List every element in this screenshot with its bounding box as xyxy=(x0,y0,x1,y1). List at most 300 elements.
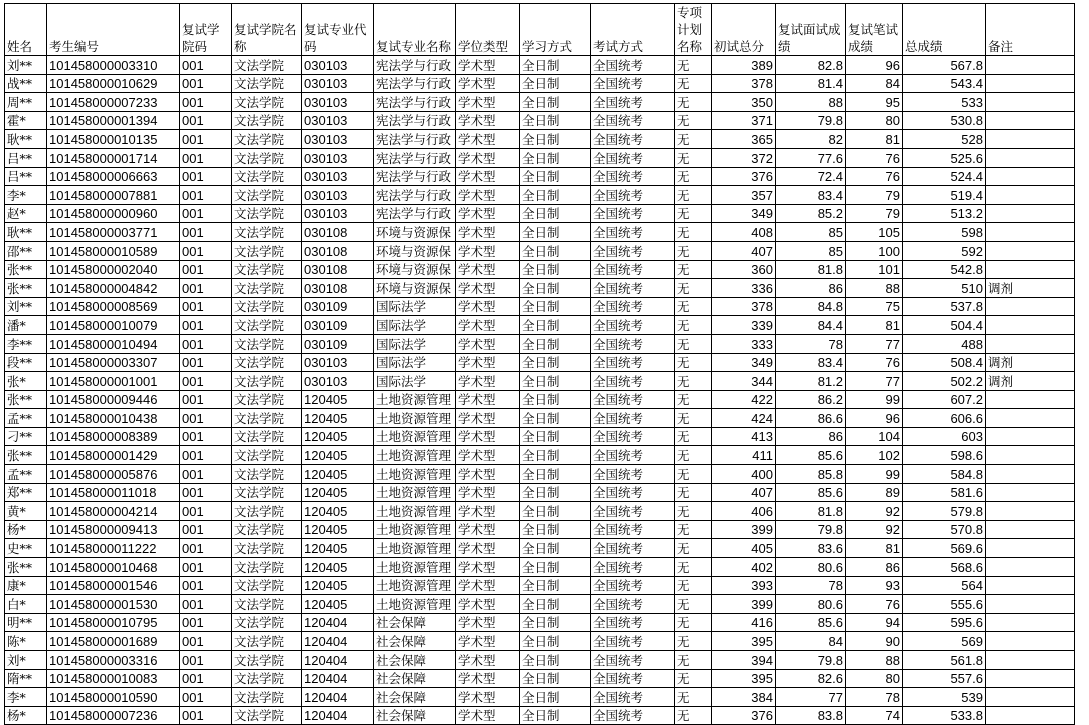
cell-exam-mode: 全国统考 xyxy=(591,409,675,428)
cell-study-mode: 全日制 xyxy=(520,297,591,316)
cell-remarks xyxy=(986,427,1075,446)
cell-exam-id: 101458000004842 xyxy=(47,279,180,298)
cell-interview-score: 77.6 xyxy=(776,148,846,167)
cell-degree-type: 学术型 xyxy=(456,613,520,632)
cell-exam-id: 101458000001714 xyxy=(47,148,180,167)
cell-study-mode: 全日制 xyxy=(520,316,591,335)
cell-exam-id: 101458000001546 xyxy=(47,576,180,595)
cell-special-plan: 无 xyxy=(675,539,712,558)
cell-major-code: 030103 xyxy=(302,167,374,186)
table-row xyxy=(5,558,1075,577)
cell-name: 刁** xyxy=(5,427,47,446)
cell-total-score: 569.6 xyxy=(903,539,986,558)
cell-initial-score: 350 xyxy=(712,93,776,112)
cell-initial-score: 365 xyxy=(712,130,776,149)
cell-total-score: 533.8 xyxy=(903,706,986,725)
cell-study-mode: 全日制 xyxy=(520,260,591,279)
cell-college-name: 文法学院 xyxy=(232,669,302,688)
table-row xyxy=(5,241,1075,260)
cell-exam-mode: 全国统考 xyxy=(591,204,675,223)
cell-interview-score: 72.4 xyxy=(776,167,846,186)
cell-exam-mode: 全国统考 xyxy=(591,316,675,335)
cell-exam-id: 101458000010795 xyxy=(47,613,180,632)
cell-initial-score: 376 xyxy=(712,167,776,186)
cell-degree-type: 学术型 xyxy=(456,316,520,335)
cell-written-score: 104 xyxy=(846,427,903,446)
cell-major-code: 030103 xyxy=(302,148,374,167)
cell-college-name: 文法学院 xyxy=(232,334,302,353)
cell-interview-score: 84.8 xyxy=(776,297,846,316)
cell-special-plan: 无 xyxy=(675,632,712,651)
cell-college-name: 文法学院 xyxy=(232,576,302,595)
cell-degree-type: 学术型 xyxy=(456,223,520,242)
cell-remarks xyxy=(986,483,1075,502)
cell-interview-score: 86 xyxy=(776,279,846,298)
header-special-plan: 专项计划名称 xyxy=(675,4,712,56)
cell-study-mode: 全日制 xyxy=(520,669,591,688)
cell-major-name: 社会保障 xyxy=(374,632,456,651)
cell-total-score: 510 xyxy=(903,279,986,298)
cell-initial-score: 344 xyxy=(712,372,776,391)
cell-special-plan: 无 xyxy=(675,297,712,316)
cell-major-code: 120405 xyxy=(302,390,374,409)
cell-exam-mode: 全国统考 xyxy=(591,688,675,707)
cell-study-mode: 全日制 xyxy=(520,427,591,446)
cell-major-code: 120405 xyxy=(302,427,374,446)
cell-study-mode: 全日制 xyxy=(520,223,591,242)
cell-college-code: 001 xyxy=(180,56,232,75)
cell-special-plan: 无 xyxy=(675,56,712,75)
cell-exam-mode: 全国统考 xyxy=(591,372,675,391)
cell-written-score: 100 xyxy=(846,241,903,260)
cell-college-name: 文法学院 xyxy=(232,502,302,521)
cell-remarks xyxy=(986,334,1075,353)
cell-remarks xyxy=(986,539,1075,558)
cell-exam-id: 101458000001001 xyxy=(47,372,180,391)
cell-major-code: 120404 xyxy=(302,688,374,707)
table-row xyxy=(5,613,1075,632)
cell-major-code: 120405 xyxy=(302,446,374,465)
cell-major-code: 120405 xyxy=(302,576,374,595)
cell-written-score: 99 xyxy=(846,465,903,484)
cell-initial-score: 422 xyxy=(712,390,776,409)
cell-college-name: 文法学院 xyxy=(232,279,302,298)
cell-name: 康* xyxy=(5,576,47,595)
cell-degree-type: 学术型 xyxy=(456,111,520,130)
cell-total-score: 502.2 xyxy=(903,372,986,391)
cell-college-name: 文法学院 xyxy=(232,316,302,335)
cell-written-score: 93 xyxy=(846,576,903,595)
cell-special-plan: 无 xyxy=(675,260,712,279)
cell-written-score: 96 xyxy=(846,56,903,75)
cell-written-score: 79 xyxy=(846,186,903,205)
cell-exam-mode: 全国统考 xyxy=(591,111,675,130)
cell-major-code: 120404 xyxy=(302,632,374,651)
cell-exam-id: 101458000006663 xyxy=(47,167,180,186)
cell-college-name: 文法学院 xyxy=(232,483,302,502)
cell-major-code: 030108 xyxy=(302,260,374,279)
cell-major-code: 030103 xyxy=(302,111,374,130)
cell-written-score: 80 xyxy=(846,111,903,130)
cell-exam-id: 101458000009413 xyxy=(47,520,180,539)
cell-exam-mode: 全国统考 xyxy=(591,669,675,688)
cell-college-code: 001 xyxy=(180,223,232,242)
cell-major-name: 土地资源管理 xyxy=(374,483,456,502)
cell-study-mode: 全日制 xyxy=(520,632,591,651)
cell-college-name: 文法学院 xyxy=(232,632,302,651)
cell-exam-mode: 全国统考 xyxy=(591,260,675,279)
cell-written-score: 81 xyxy=(846,316,903,335)
cell-college-code: 001 xyxy=(180,279,232,298)
table-row xyxy=(5,576,1075,595)
cell-initial-score: 378 xyxy=(712,297,776,316)
header-interview-score: 复试面试成绩 xyxy=(776,4,846,56)
table-row xyxy=(5,74,1075,93)
cell-study-mode: 全日制 xyxy=(520,539,591,558)
cell-study-mode: 全日制 xyxy=(520,688,591,707)
cell-college-code: 001 xyxy=(180,539,232,558)
cell-major-name: 土地资源管理 xyxy=(374,409,456,428)
cell-study-mode: 全日制 xyxy=(520,204,591,223)
cell-interview-score: 83.4 xyxy=(776,186,846,205)
cell-major-code: 030103 xyxy=(302,74,374,93)
cell-major-code: 030103 xyxy=(302,372,374,391)
cell-special-plan: 无 xyxy=(675,651,712,670)
cell-study-mode: 全日制 xyxy=(520,465,591,484)
cell-major-name: 土地资源管理 xyxy=(374,502,456,521)
cell-major-name: 土地资源管理 xyxy=(374,576,456,595)
cell-name: 张** xyxy=(5,260,47,279)
cell-name: 张** xyxy=(5,279,47,298)
cell-special-plan: 无 xyxy=(675,688,712,707)
cell-degree-type: 学术型 xyxy=(456,576,520,595)
cell-interview-score: 82 xyxy=(776,130,846,149)
cell-college-name: 文法学院 xyxy=(232,167,302,186)
cell-interview-score: 83.6 xyxy=(776,539,846,558)
table-row xyxy=(5,632,1075,651)
cell-college-name: 文法学院 xyxy=(232,595,302,614)
cell-major-code: 030108 xyxy=(302,241,374,260)
cell-college-name: 文法学院 xyxy=(232,56,302,75)
cell-study-mode: 全日制 xyxy=(520,372,591,391)
cell-special-plan: 无 xyxy=(675,204,712,223)
cell-major-code: 120405 xyxy=(302,465,374,484)
cell-college-code: 001 xyxy=(180,520,232,539)
cell-exam-id: 101458000010079 xyxy=(47,316,180,335)
cell-college-name: 文法学院 xyxy=(232,706,302,725)
cell-total-score: 525.6 xyxy=(903,148,986,167)
cell-name: 李** xyxy=(5,334,47,353)
cell-college-code: 001 xyxy=(180,483,232,502)
cell-special-plan: 无 xyxy=(675,558,712,577)
cell-initial-score: 360 xyxy=(712,260,776,279)
cell-exam-mode: 全国统考 xyxy=(591,186,675,205)
cell-interview-score: 86.6 xyxy=(776,409,846,428)
cell-interview-score: 77 xyxy=(776,688,846,707)
cell-initial-score: 393 xyxy=(712,576,776,595)
cell-interview-score: 82.6 xyxy=(776,669,846,688)
cell-study-mode: 全日制 xyxy=(520,706,591,725)
cell-exam-id: 101458000005876 xyxy=(47,465,180,484)
cell-total-score: 568.6 xyxy=(903,558,986,577)
cell-degree-type: 学术型 xyxy=(456,688,520,707)
cell-initial-score: 413 xyxy=(712,427,776,446)
table-row xyxy=(5,427,1075,446)
cell-study-mode: 全日制 xyxy=(520,241,591,260)
table-row xyxy=(5,595,1075,614)
cell-written-score: 88 xyxy=(846,279,903,298)
cell-interview-score: 81.4 xyxy=(776,74,846,93)
cell-initial-score: 395 xyxy=(712,632,776,651)
cell-exam-mode: 全国统考 xyxy=(591,56,675,75)
cell-exam-mode: 全国统考 xyxy=(591,446,675,465)
table-row xyxy=(5,93,1075,112)
cell-college-name: 文法学院 xyxy=(232,539,302,558)
cell-total-score: 561.8 xyxy=(903,651,986,670)
cell-study-mode: 全日制 xyxy=(520,595,591,614)
table-row xyxy=(5,651,1075,670)
cell-college-name: 文法学院 xyxy=(232,260,302,279)
cell-college-code: 001 xyxy=(180,465,232,484)
cell-special-plan: 无 xyxy=(675,167,712,186)
cell-remarks xyxy=(986,111,1075,130)
header-college-code: 复试学院码 xyxy=(180,4,232,56)
cell-exam-id: 101458000001689 xyxy=(47,632,180,651)
cell-remarks xyxy=(986,465,1075,484)
cell-study-mode: 全日制 xyxy=(520,409,591,428)
cell-major-name: 宪法学与行政 xyxy=(374,148,456,167)
cell-special-plan: 无 xyxy=(675,427,712,446)
cell-special-plan: 无 xyxy=(675,390,712,409)
cell-major-name: 土地资源管理 xyxy=(374,465,456,484)
cell-total-score: 564 xyxy=(903,576,986,595)
cell-remarks xyxy=(986,167,1075,186)
cell-degree-type: 学术型 xyxy=(456,595,520,614)
cell-college-name: 文法学院 xyxy=(232,74,302,93)
header-study-mode: 学习方式 xyxy=(520,4,591,56)
cell-name: 史** xyxy=(5,539,47,558)
cell-degree-type: 学术型 xyxy=(456,167,520,186)
cell-exam-id: 101458000001530 xyxy=(47,595,180,614)
cell-written-score: 105 xyxy=(846,223,903,242)
cell-major-name: 环境与资源保 xyxy=(374,260,456,279)
cell-total-score: 570.8 xyxy=(903,520,986,539)
cell-degree-type: 学术型 xyxy=(456,353,520,372)
cell-degree-type: 学术型 xyxy=(456,56,520,75)
table-row xyxy=(5,148,1075,167)
cell-total-score: 539 xyxy=(903,688,986,707)
cell-total-score: 598.6 xyxy=(903,446,986,465)
cell-name: 潘* xyxy=(5,316,47,335)
cell-exam-id: 101458000003310 xyxy=(47,56,180,75)
cell-major-code: 120405 xyxy=(302,483,374,502)
cell-written-score: 95 xyxy=(846,93,903,112)
cell-college-code: 001 xyxy=(180,595,232,614)
cell-college-code: 001 xyxy=(180,297,232,316)
cell-study-mode: 全日制 xyxy=(520,520,591,539)
cell-degree-type: 学术型 xyxy=(456,409,520,428)
cell-written-score: 76 xyxy=(846,595,903,614)
cell-initial-score: 402 xyxy=(712,558,776,577)
cell-exam-mode: 全国统考 xyxy=(591,576,675,595)
cell-major-name: 环境与资源保 xyxy=(374,279,456,298)
cell-major-name: 社会保障 xyxy=(374,651,456,670)
cell-college-name: 文法学院 xyxy=(232,223,302,242)
cell-major-code: 120405 xyxy=(302,409,374,428)
cell-name: 黄* xyxy=(5,502,47,521)
cell-college-name: 文法学院 xyxy=(232,390,302,409)
cell-college-code: 001 xyxy=(180,688,232,707)
cell-college-name: 文法学院 xyxy=(232,186,302,205)
cell-major-name: 社会保障 xyxy=(374,688,456,707)
cell-college-code: 001 xyxy=(180,167,232,186)
cell-study-mode: 全日制 xyxy=(520,390,591,409)
cell-remarks xyxy=(986,130,1075,149)
cell-total-score: 542.8 xyxy=(903,260,986,279)
cell-college-code: 001 xyxy=(180,632,232,651)
table-row xyxy=(5,409,1075,428)
cell-college-code: 001 xyxy=(180,316,232,335)
cell-exam-id: 101458000007881 xyxy=(47,186,180,205)
cell-college-code: 001 xyxy=(180,669,232,688)
cell-written-score: 88 xyxy=(846,651,903,670)
cell-name: 段** xyxy=(5,353,47,372)
header-name: 姓名 xyxy=(5,4,47,56)
cell-exam-mode: 全国统考 xyxy=(591,595,675,614)
cell-exam-mode: 全国统考 xyxy=(591,148,675,167)
cell-interview-score: 85.6 xyxy=(776,446,846,465)
cell-exam-id: 101458000010590 xyxy=(47,688,180,707)
cell-total-score: 603 xyxy=(903,427,986,446)
cell-initial-score: 333 xyxy=(712,334,776,353)
cell-college-name: 文法学院 xyxy=(232,372,302,391)
cell-major-code: 030108 xyxy=(302,279,374,298)
cell-initial-score: 400 xyxy=(712,465,776,484)
cell-initial-score: 411 xyxy=(712,446,776,465)
cell-major-code: 030108 xyxy=(302,223,374,242)
cell-exam-mode: 全国统考 xyxy=(591,334,675,353)
cell-interview-score: 85 xyxy=(776,223,846,242)
cell-major-name: 环境与资源保 xyxy=(374,241,456,260)
cell-college-code: 001 xyxy=(180,558,232,577)
cell-exam-mode: 全国统考 xyxy=(591,93,675,112)
cell-initial-score: 406 xyxy=(712,502,776,521)
cell-degree-type: 学术型 xyxy=(456,204,520,223)
cell-degree-type: 学术型 xyxy=(456,334,520,353)
cell-degree-type: 学术型 xyxy=(456,372,520,391)
cell-college-code: 001 xyxy=(180,446,232,465)
table-row xyxy=(5,706,1075,725)
cell-name: 隋** xyxy=(5,669,47,688)
cell-special-plan: 无 xyxy=(675,520,712,539)
cell-college-code: 001 xyxy=(180,502,232,521)
cell-major-code: 120405 xyxy=(302,520,374,539)
cell-special-plan: 无 xyxy=(675,409,712,428)
cell-total-score: 504.4 xyxy=(903,316,986,335)
cell-major-code: 030109 xyxy=(302,297,374,316)
cell-written-score: 102 xyxy=(846,446,903,465)
cell-initial-score: 407 xyxy=(712,483,776,502)
cell-total-score: 524.4 xyxy=(903,167,986,186)
header-total-score: 总成绩 xyxy=(903,4,986,56)
cell-degree-type: 学术型 xyxy=(456,390,520,409)
table-row xyxy=(5,297,1075,316)
cell-study-mode: 全日制 xyxy=(520,613,591,632)
cell-major-code: 120404 xyxy=(302,706,374,725)
cell-degree-type: 学术型 xyxy=(456,427,520,446)
cell-study-mode: 全日制 xyxy=(520,502,591,521)
cell-interview-score: 84 xyxy=(776,632,846,651)
cell-special-plan: 无 xyxy=(675,186,712,205)
cell-initial-score: 407 xyxy=(712,241,776,260)
table-row xyxy=(5,502,1075,521)
score-table xyxy=(4,3,1075,725)
cell-written-score: 75 xyxy=(846,297,903,316)
cell-major-code: 030103 xyxy=(302,186,374,205)
cell-exam-id: 101458000002040 xyxy=(47,260,180,279)
cell-degree-type: 学术型 xyxy=(456,148,520,167)
cell-exam-id: 101458000010629 xyxy=(47,74,180,93)
cell-study-mode: 全日制 xyxy=(520,334,591,353)
cell-interview-score: 85.6 xyxy=(776,483,846,502)
header-major-code: 复试专业代码 xyxy=(302,4,374,56)
cell-exam-id: 101458000001429 xyxy=(47,446,180,465)
cell-exam-mode: 全国统考 xyxy=(591,223,675,242)
cell-special-plan: 无 xyxy=(675,483,712,502)
cell-exam-mode: 全国统考 xyxy=(591,130,675,149)
cell-total-score: 595.6 xyxy=(903,613,986,632)
cell-exam-id: 101458000010589 xyxy=(47,241,180,260)
cell-written-score: 79 xyxy=(846,204,903,223)
cell-total-score: 607.2 xyxy=(903,390,986,409)
cell-exam-mode: 全国统考 xyxy=(591,353,675,372)
cell-interview-score: 85.6 xyxy=(776,613,846,632)
cell-special-plan: 无 xyxy=(675,93,712,112)
table-row xyxy=(5,260,1075,279)
cell-remarks xyxy=(986,613,1075,632)
table-row xyxy=(5,223,1075,242)
cell-major-name: 宪法学与行政 xyxy=(374,130,456,149)
cell-remarks: 调剂 xyxy=(986,372,1075,391)
cell-exam-mode: 全国统考 xyxy=(591,427,675,446)
header-initial-score: 初试总分 xyxy=(712,4,776,56)
cell-major-code: 120404 xyxy=(302,669,374,688)
cell-degree-type: 学术型 xyxy=(456,465,520,484)
cell-name: 耿** xyxy=(5,130,47,149)
cell-major-name: 宪法学与行政 xyxy=(374,56,456,75)
table-row xyxy=(5,279,1075,298)
cell-major-code: 120404 xyxy=(302,613,374,632)
cell-total-score: 555.6 xyxy=(903,595,986,614)
cell-special-plan: 无 xyxy=(675,706,712,725)
cell-degree-type: 学术型 xyxy=(456,130,520,149)
cell-initial-score: 378 xyxy=(712,74,776,93)
cell-major-name: 土地资源管理 xyxy=(374,539,456,558)
cell-college-code: 001 xyxy=(180,334,232,353)
cell-written-score: 90 xyxy=(846,632,903,651)
table-row xyxy=(5,446,1075,465)
cell-interview-score: 86 xyxy=(776,427,846,446)
cell-college-name: 文法学院 xyxy=(232,688,302,707)
cell-written-score: 101 xyxy=(846,260,903,279)
cell-special-plan: 无 xyxy=(675,334,712,353)
cell-remarks xyxy=(986,186,1075,205)
cell-remarks xyxy=(986,241,1075,260)
cell-interview-score: 78 xyxy=(776,334,846,353)
cell-special-plan: 无 xyxy=(675,241,712,260)
cell-remarks xyxy=(986,520,1075,539)
cell-exam-id: 101458000004214 xyxy=(47,502,180,521)
